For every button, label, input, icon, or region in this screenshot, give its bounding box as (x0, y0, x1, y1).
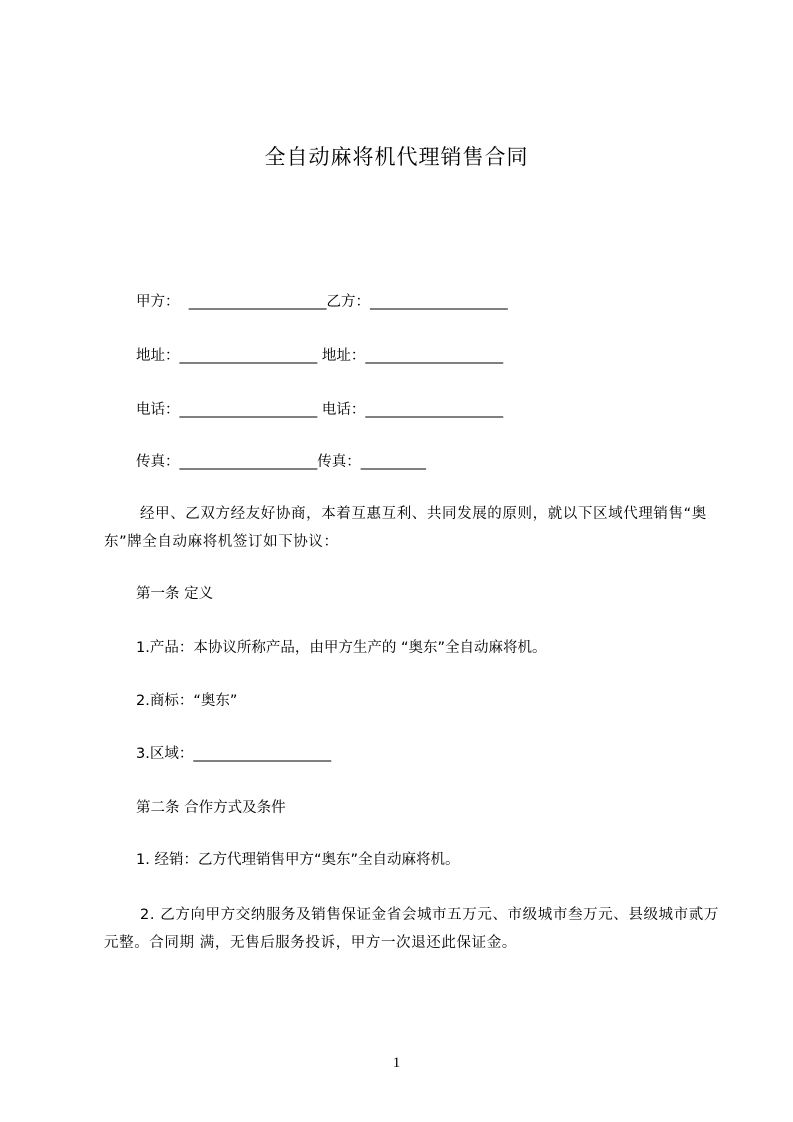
region-blank: ___________________ (193, 746, 332, 762)
party-b-name-label: 乙方： (326, 294, 370, 310)
party-a-address-blank: ___________________ (179, 348, 318, 364)
article-2-heading: 第二条 合作方式及条件 (136, 800, 286, 816)
party-a-address-label: 地址： (136, 348, 180, 364)
document-title: 全自动麻将机代理销售合同 (264, 145, 529, 169)
party-b-address-label: 地址： (317, 348, 366, 364)
party-line-fax (136, 452, 426, 472)
party-b-phone-label: 电话： (317, 402, 366, 418)
party-line-phone (136, 400, 503, 420)
party-b-address-blank: ___________________ (365, 348, 504, 364)
article-1-item-2: 2.商标：“奥东” (136, 693, 238, 709)
article-1-item-3 (136, 744, 331, 764)
party-b-fax-label: 传真： (317, 454, 361, 470)
party-a-name-blank: ___________________ (188, 294, 327, 310)
page-number: 1 (392, 1055, 401, 1071)
intro-paragraph: 经甲、乙双方经友好协商，本着互惠互利、共同发展的原则，就以下区域代理销售“奥东”牌全自动麻将机签订如下协议： (104, 506, 707, 550)
article-2-item-1: 1. 经销：乙方代理销售甲方“奥东”全自动麻将机。 (136, 852, 460, 868)
party-b-fax-blank: _________ (360, 454, 426, 470)
party-a-fax-blank: ___________________ (179, 454, 318, 470)
party-a-phone-label: 电话： (136, 402, 180, 418)
article-1-item-1: 1.产品：本协议所称产品，由甲方生产的 “奥东”全自动麻将机。 (136, 640, 547, 656)
article-1-heading: 第一条 定义 (136, 586, 214, 602)
article-2-item-2: 2. 乙方向甲方交纳服务及销售保证金省会城市五万元、市级城市叁万元、县级城市贰万元整。合同期 满，无售后服务投诉，甲方一次退还此保证金。 (104, 907, 719, 951)
party-a-fax-label: 传真： (136, 454, 180, 470)
party-line-address (136, 346, 503, 366)
party-line-name (136, 292, 508, 312)
party-a-name-label: 甲方： (136, 294, 189, 310)
party-b-name-blank: ___________________ (369, 294, 508, 310)
region-label: 3.区域： (136, 746, 194, 762)
party-a-phone-blank: ___________________ (179, 402, 318, 418)
party-b-phone-blank: ___________________ (365, 402, 504, 418)
